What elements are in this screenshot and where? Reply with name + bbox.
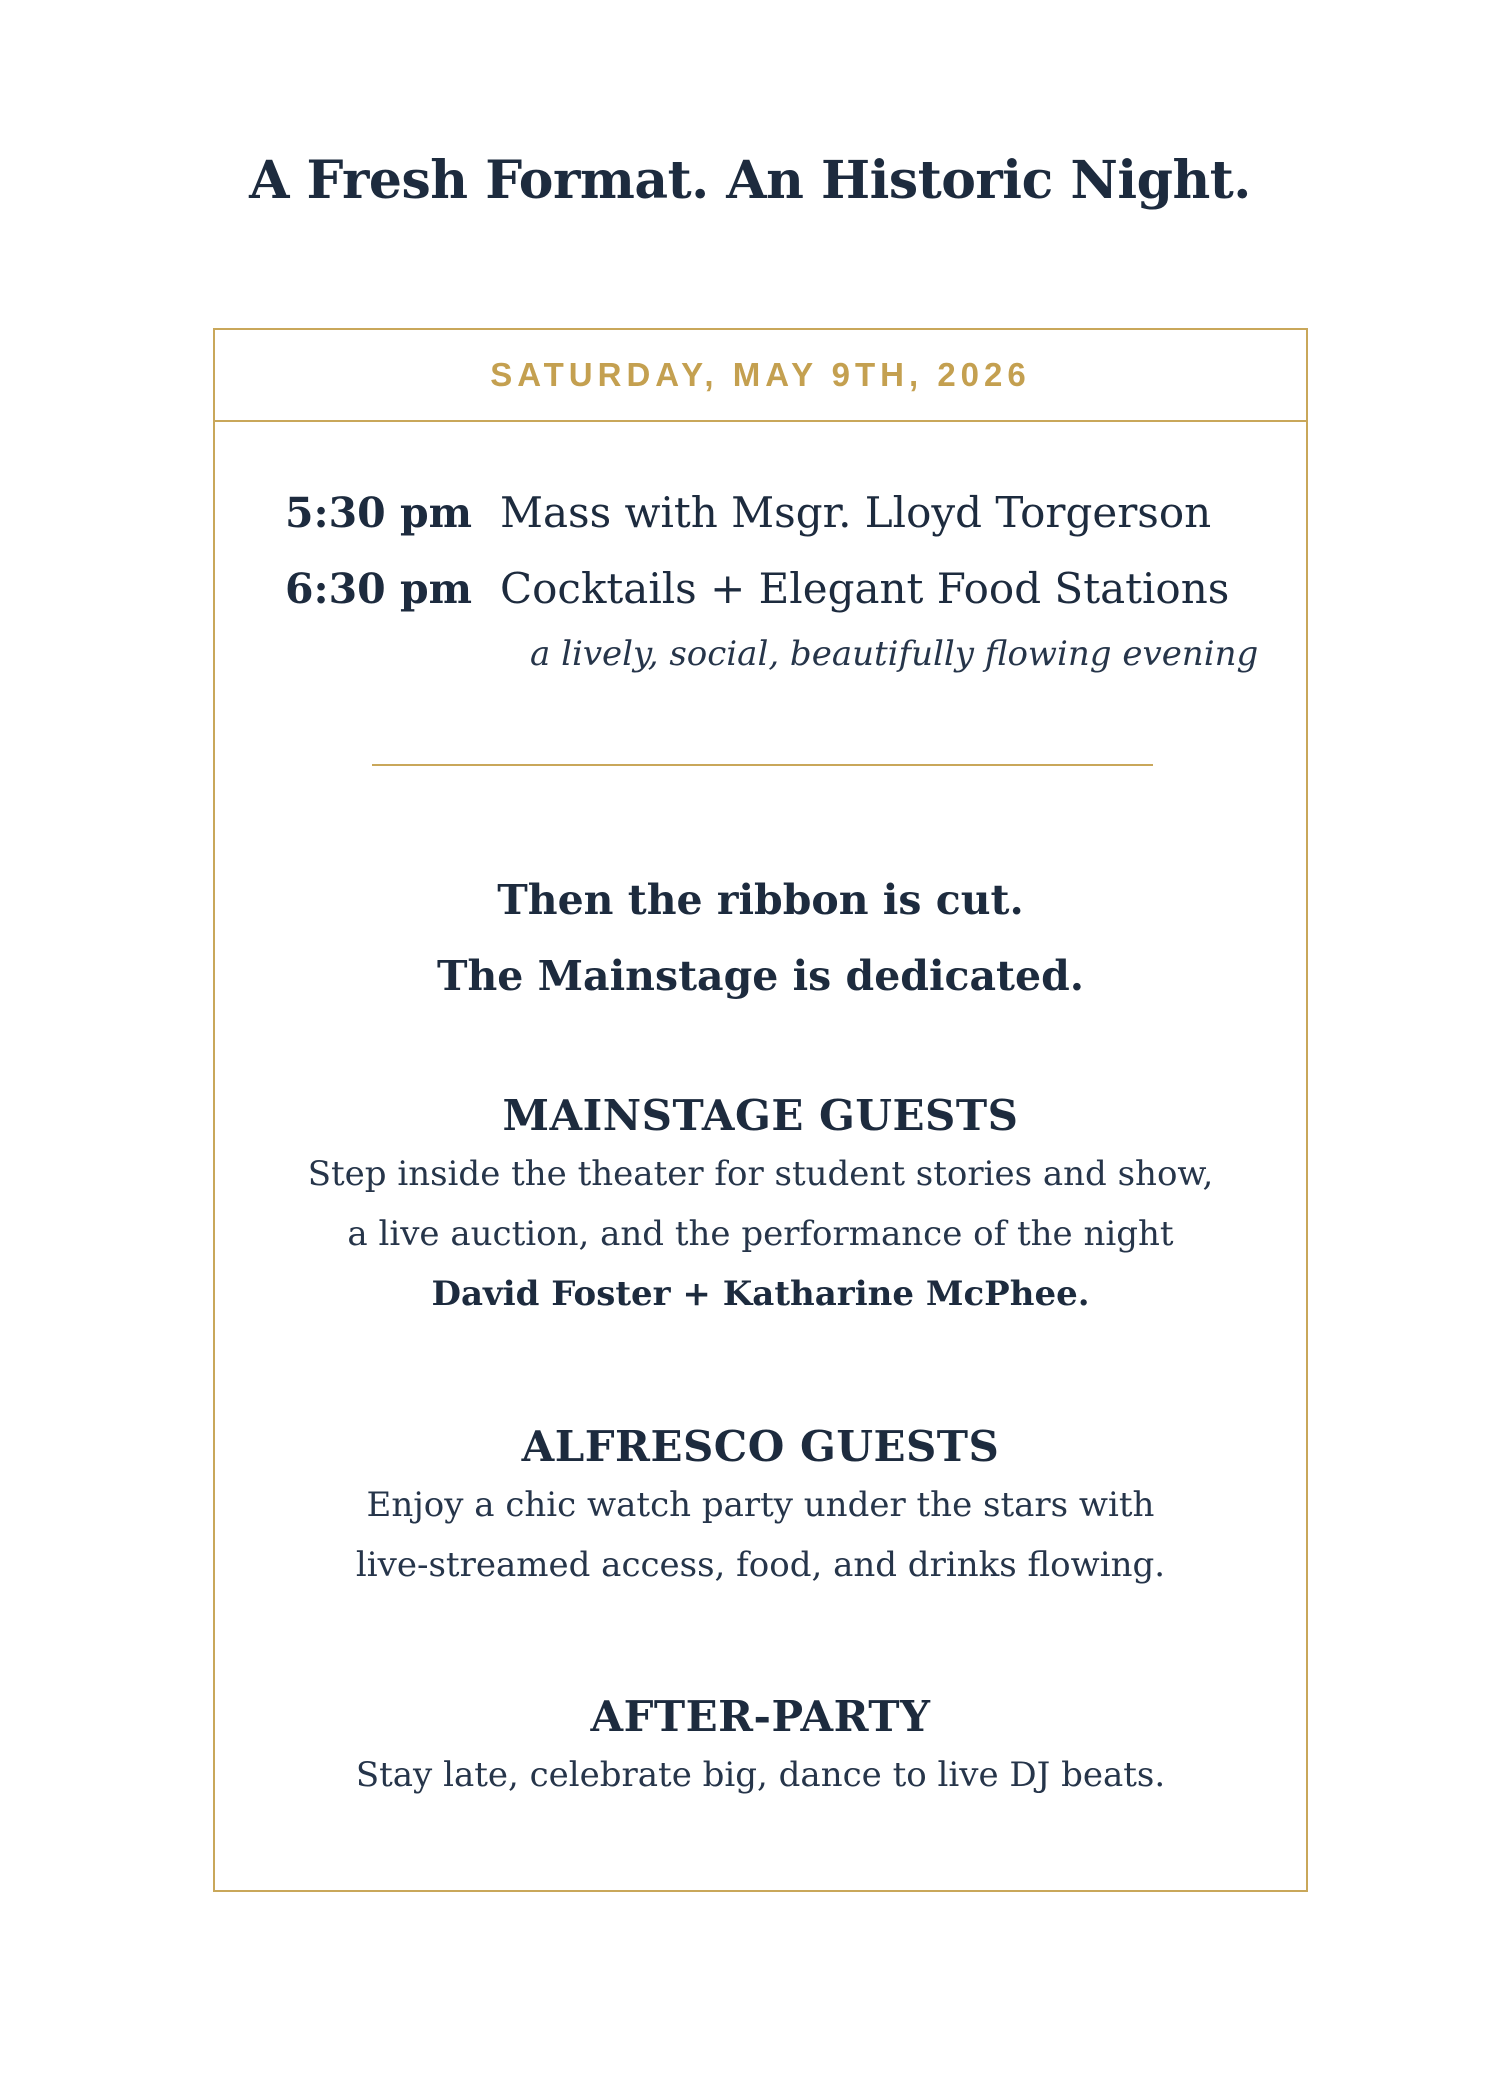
alfresco-title: ALFRESCO GUESTS <box>521 1422 1000 1471</box>
gold-divider <box>372 764 1153 766</box>
headline: A Fresh Format. An Historic Night. <box>249 150 1251 211</box>
schedule-time: 6:30 pm <box>284 565 472 613</box>
after-party-text: Stay late, celebrate big, dance to live DJ beats. <box>355 1755 1166 1795</box>
schedule-description: Cocktails + Elegant Food Stations <box>500 564 1230 613</box>
mainstage-text-2: a live auction, and the performance of the night <box>347 1214 1174 1254</box>
mainstage-title: MAINSTAGE GUESTS <box>502 1091 1019 1140</box>
event-date: SATURDAY, MAY 9TH, 2026 <box>490 356 1031 393</box>
ribbon-line-2: The Mainstage is dedicated. <box>436 952 1085 1000</box>
schedule <box>215 488 1306 674</box>
event-card <box>213 328 1308 1892</box>
schedule-time: 5:30 pm <box>284 489 472 537</box>
date-band <box>215 330 1306 422</box>
ribbon-announcement <box>215 862 1306 1014</box>
ribbon-line-1: Then the ribbon is cut. <box>497 876 1024 924</box>
after-party-title: AFTER-PARTY <box>590 1692 931 1741</box>
mainstage-performers: David Foster + Katharine McPhee. <box>431 1274 1090 1314</box>
evening-tagline: a lively, social, beautifully flowing evening <box>530 634 1259 674</box>
schedule-description: Mass with Msgr. Lloyd Torgerson <box>500 488 1212 537</box>
mainstage-text-1: Step inside the theater for student stories and show, <box>307 1154 1214 1194</box>
alfresco-text-1: Enjoy a chic watch party under the stars with <box>366 1485 1155 1525</box>
alfresco-text-2: live-streamed access, food, and drinks flowing. <box>355 1545 1166 1585</box>
mainstage-section <box>215 1088 1306 1324</box>
after-party-section <box>215 1689 1306 1805</box>
schedule-row <box>215 564 1306 640</box>
schedule-row <box>215 488 1306 564</box>
alfresco-section <box>215 1419 1306 1595</box>
